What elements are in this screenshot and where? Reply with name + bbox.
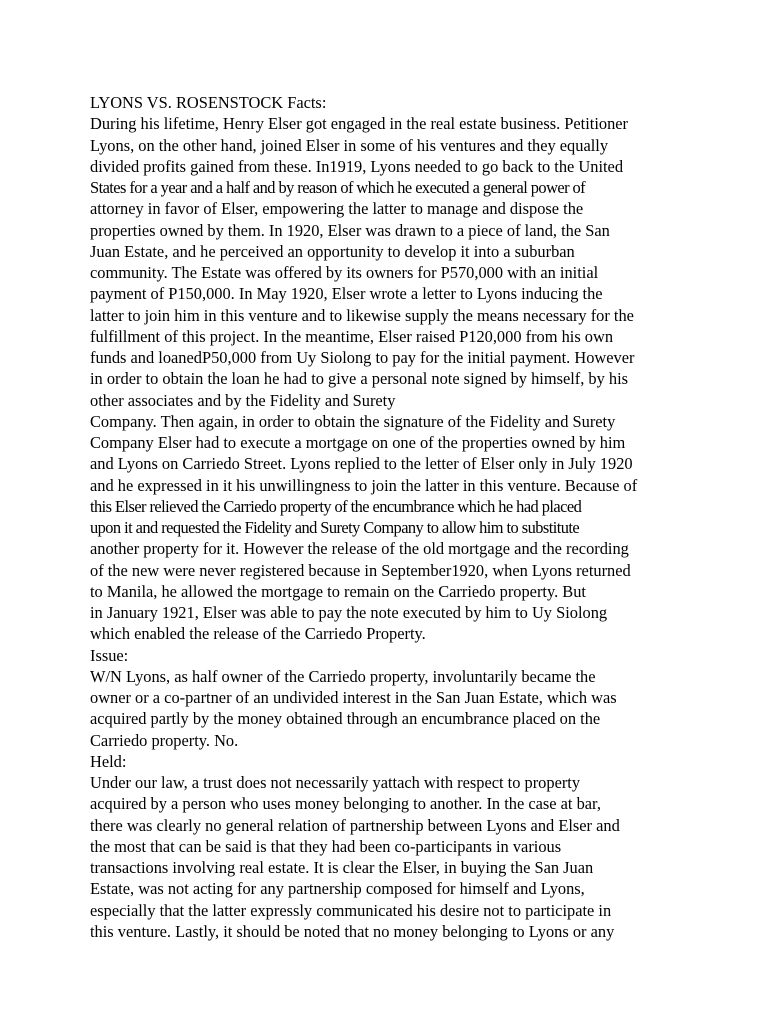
issue-line: owner or a co-partner of an undivided interest in the San Juan Estate, which was <box>90 688 617 707</box>
facts-line: community. The Estate was offered by its owners for P570,000 with an initial <box>90 263 599 282</box>
facts-line: in January 1921, Elser was able to pay the note executed by him to Uy Siolong <box>90 603 608 622</box>
facts-line: to Manila, he allowed the mortgage to remain on the Carriedo property. But <box>90 581 586 601</box>
facts-line: Lyons, on the other hand, joined Elser in some of his ventures and they equally <box>90 135 609 155</box>
issue-line: acquired partly by the money obtained through an encumbrance placed on the <box>90 709 601 729</box>
held-line: Under our law, a trust does not necessarily yattach with respect to property <box>90 773 581 792</box>
facts-line: States for a year and a half and by reason of which he executed a general power of <box>90 178 586 197</box>
facts-line: this Elser relieved the Carriedo property of the encumbrance which he had placed <box>90 496 582 516</box>
issue-heading: Issue: <box>90 645 129 665</box>
held-line: especially that the latter expressly communicated his desire not to participate in <box>90 900 612 920</box>
facts-line: upon it and requested the Fidelity and Surety Company to allow him to substitute <box>90 518 580 537</box>
held-line: there was clearly no general relation of partnership between Lyons and Elser and <box>90 815 620 835</box>
facts-line: latter to join him in this venture and to likewise supply the means necessary for the <box>90 305 634 325</box>
case-title: LYONS VS. ROSENSTOCK Facts: <box>90 93 327 112</box>
held-line: this venture. Lastly, it should be noted that no money belonging to Lyons or any <box>90 921 615 941</box>
facts-line: another property for it. However the release of the old mortgage and the recording <box>90 539 629 559</box>
held-line: acquired by a person who uses money belonging to another. In the case at bar, <box>90 794 601 814</box>
facts-line: Company Elser had to execute a mortgage on one of the properties owned by him <box>90 433 626 452</box>
facts-line: properties owned by them. In 1920, Elser was drawn to a piece of land, the San <box>90 220 610 240</box>
facts-line: and Lyons on Carriedo Street. Lyons replied to the letter of Elser only in July 1920 <box>90 454 633 474</box>
facts-line: and he expressed in it his unwillingness to join the latter in this venture. Because of <box>90 475 638 495</box>
facts-line: Juan Estate, and he perceived an opportunity to develop it into a suburban <box>90 241 575 261</box>
facts-line: Company. Then again, in order to obtain the signature of the Fidelity and Surety <box>90 411 616 431</box>
facts-line: funds and loanedP50,000 from Uy Siolong to pay for the initial payment. However <box>90 348 635 367</box>
facts-line: which enabled the release of the Carriedo Property. <box>90 624 426 644</box>
facts-line: other associates and by the Fidelity and Surety <box>90 390 396 410</box>
issue-line: W/N Lyons, as half owner of the Carriedo property, involuntarily became the <box>90 666 596 686</box>
facts-line: of the new were never registered because in September1920, when Lyons returned <box>90 560 631 580</box>
held-line: the most that can be said is that they had been co-participants in various <box>90 836 562 856</box>
held-line: Estate, was not acting for any partnership composed for himself and Lyons, <box>90 879 585 899</box>
held-heading: Held: <box>90 751 127 771</box>
document-body <box>90 92 700 942</box>
held-line: transactions involving real estate. It is clear the Elser, in buying the San Juan <box>90 858 594 877</box>
issue-line: Carriedo property. No. <box>90 730 239 750</box>
facts-line: in order to obtain the loan he had to give a personal note signed by himself, by his <box>90 369 629 389</box>
facts-line: divided profits gained from these. In1919, Lyons needed to go back to the United <box>90 156 624 176</box>
facts-line: payment of P150,000. In May 1920, Elser wrote a letter to Lyons inducing the <box>90 284 603 304</box>
facts-line: attorney in favor of Elser, empowering the latter to manage and dispose the <box>90 199 584 219</box>
facts-line: During his lifetime, Henry Elser got engaged in the real estate business. Petitioner <box>90 114 629 134</box>
facts-line: fulfillment of this project. In the meantime, Elser raised P120,000 from his own <box>90 326 614 346</box>
